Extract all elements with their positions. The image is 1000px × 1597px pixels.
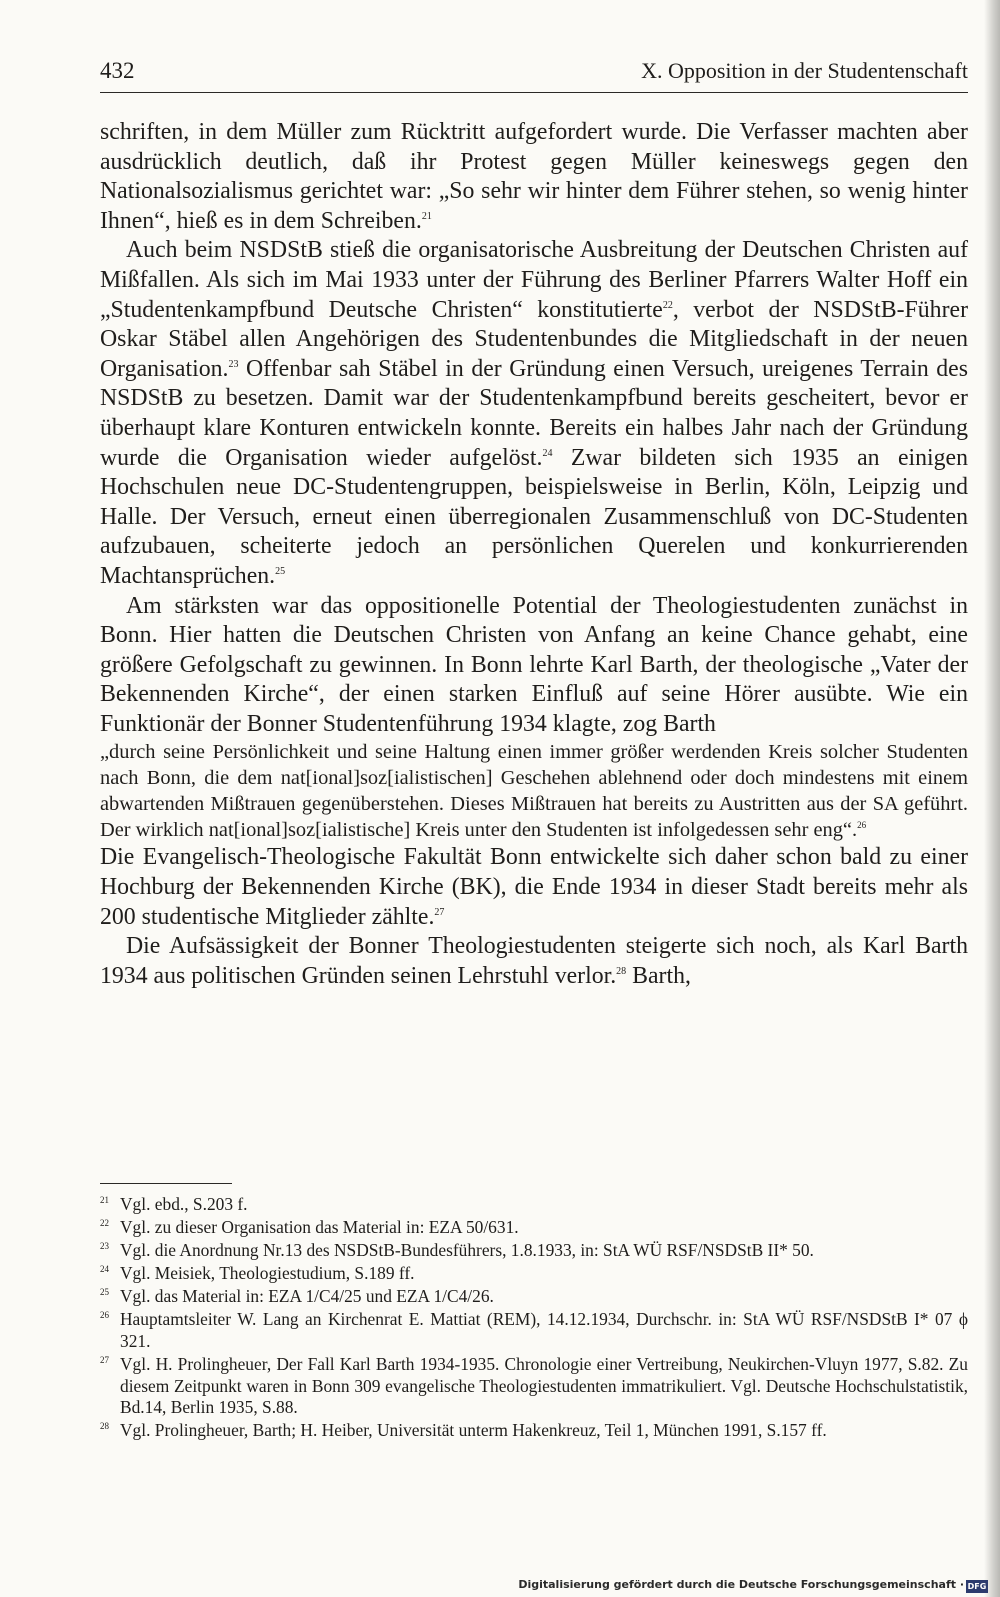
- footnote-number: 26: [100, 1310, 109, 1321]
- footnote-rule: [100, 1183, 232, 1184]
- paragraph-4: Die Evangelisch-Theologische Fakultät Bonn entwickelte sich daher schon bald zu einer Hochburg der Bekennenden Kirche (BK), die Ende 1934 in dieser Stadt bereits mehr als 200 studentische Mitglieder zählte.$^{27}$: [100, 844, 968, 930]
- paragraph-5: Die Aufsässigkeit der Bonner Theologiestudenten steigerte sich noch, als Karl Barth 1934 aus politischen Gründen seinen Lehrstuhl verlor.$^{28}$ Barth,: [100, 933, 968, 989]
- body-text: [100, 118, 968, 991]
- footnote-ref-25[interactable]: 25: [275, 565, 286, 577]
- footnote-number: 24: [100, 1264, 109, 1275]
- footnote-number: 23: [100, 1241, 109, 1252]
- footnote: [100, 1240, 968, 1262]
- page-edge-shadow: [984, 0, 1000, 1597]
- paragraph-3: Am stärksten war das oppositionelle Potential der Theologiestudenten zunächst in Bonn. Hier hatten die Deutschen Christen von Anfang an keine Chance gehabt, eine größere Gefolgschaft zu gewinnen. In Bonn lehrte Karl Barth, der theologische „Vater der Bekennenden Kirche“, der einen starken Einfluß auf seine Hörer ausübte. Wie ein Funktionär der Bonner Studentenführung 1934 klagte, zog Barth: [100, 592, 968, 737]
- footnote: [100, 1420, 968, 1442]
- footnote: [100, 1263, 968, 1285]
- footnote-text: Vgl. H. Prolingheuer, Der Fall Karl Barth 1934-1935. Chronologie einer Vertreibung, Neukirchen-Vluyn 1977, S.82. Zu diesem Zeitpunkt waren in Bonn 309 evangelische Theologiestudenten immatrikuliert. Vgl. Deutsche Hochschulstatistik, Bd.14, Berlin 1935, S.88.: [120, 1354, 968, 1418]
- running-header: [100, 56, 968, 93]
- footnote-ref-28[interactable]: 28: [616, 965, 627, 977]
- footnote-ref-22[interactable]: 22: [662, 299, 673, 311]
- footnote-text: Hauptamtsleiter W. Lang an Kirchenrat E. Mattiat (REM), 14.12.1934, Durchschr. in: StA WÜ RSF/NSDStB I* 07 ϕ 321.: [120, 1309, 968, 1352]
- running-title: X. Opposition in der Studentenschaft: [641, 58, 968, 83]
- footnote-ref-24[interactable]: 24: [542, 447, 553, 459]
- footnote-number: 25: [100, 1287, 109, 1298]
- footnote-ref-26[interactable]: 26: [857, 820, 867, 831]
- footnote: [100, 1286, 968, 1308]
- footnote: [100, 1217, 968, 1239]
- footnotes: [100, 1183, 968, 1444]
- page-number: 432: [100, 58, 135, 83]
- block-quote: „durch seine Persönlichkeit und seine Haltung einen immer größer werdenden Kreis solcher Studenten nach Bonn, die dem nat[ional]soz[ialistischen] Geschehen ablehnend oder doch mindestens mit einem abwartenden Mißtrauen gegenüberstehen. Dieses Mißtrauen hat bereits zu Austritten aus der SA geführt. Der wirklich nat[ional]soz[ialistische] Kreis unter den Studenten ist infolgedessen sehr eng“.$^{26}$: [100, 741, 968, 842]
- footnote-number: 27: [100, 1355, 109, 1366]
- footnote: [100, 1194, 968, 1216]
- footnote-ref-23[interactable]: 23: [228, 358, 239, 370]
- footnote-text: Vgl. die Anordnung Nr.13 des NSDStB-Bundesführers, 1.8.1933, in: StA WÜ RSF/NSDStB II* 50.: [120, 1240, 814, 1261]
- dfg-logo: DFG: [967, 1582, 987, 1591]
- paragraph-1: schriften, in dem Müller zum Rücktritt aufgefordert wurde. Die Verfasser machten aber ausdrücklich deutlich, daß ihr Protest gegen Müller keineswegs gegen den Nationalsozialismus gerichtet war: „So sehr wir hinter dem Führer stehen, so wenig hinter Ihnen“, hieß es in dem Schreiben.$^{21}$: [100, 119, 968, 234]
- paragraph-2: Auch beim NSDStB stieß die organisatorische Ausbreitung der Deutschen Christen auf Mißfallen. Als sich im Mai 1933 unter der Führung des Berliner Pfarrers Walter Hoff ein „Studentenkampfbund Deutsche Christen“ konstitutierte$^{22}$, verbot der NSDStB-Führer Oskar Stäbel allen Angehörigen des Studentenbundes die Mitgliedschaft in der neuen Organisation.$^{23}$ Offenbar sah Stäbel in der Gründung einen Versuch, ureigenes Terrain des NSDStB zu besetzen. Damit war der Studentenkampfbund bereits gescheitert, bevor er überhaupt klare Konturen entwickeln konnte. Bereits ein halbes Jahr nach der Gründung wurde die Organisation wieder aufgelöst.$^{24}$ Zwar bildeten sich 1935 an einigen Hochschulen neue DC-Studentengruppen, beispielsweise in Berlin, Köln, Leipzig und Halle. Der Versuch, erneut einen überregionalen Zusammenschluß von DC-Studenten aufzubauen, scheiterte jedoch an persönlichen Querelen und konkurrierenden Machtansprüchen.$^{25}$: [100, 237, 968, 589]
- footnote-text: Vgl. das Material in: EZA 1/C4/25 und EZA 1/C4/26.: [120, 1286, 494, 1307]
- footnote-text: Vgl. Meisiek, Theologiestudium, S.189 ff.: [120, 1263, 415, 1284]
- footnote-ref-27[interactable]: 27: [434, 906, 445, 918]
- footnote-number: 28: [100, 1421, 109, 1432]
- footnote: [100, 1309, 968, 1352]
- digitization-credit: Digitalisierung gefördert durch die Deutsche Forschungsgemeinschaft ·: [518, 1578, 964, 1591]
- footnote-number: 22: [100, 1218, 109, 1229]
- footnote-text: Vgl. Prolingheuer, Barth; H. Heiber, Universität unterm Hakenkreuz, Teil 1, München 1991, S.157 ff.: [120, 1420, 827, 1441]
- footnote-number: 21: [100, 1195, 109, 1205]
- footnote-text: Vgl. zu dieser Organisation das Material in: EZA 50/631.: [120, 1217, 519, 1238]
- footnote-ref-21[interactable]: 21: [421, 210, 432, 222]
- footnote: [100, 1354, 968, 1419]
- footnote-text: Vgl. ebd., S.203 f.: [120, 1194, 248, 1214]
